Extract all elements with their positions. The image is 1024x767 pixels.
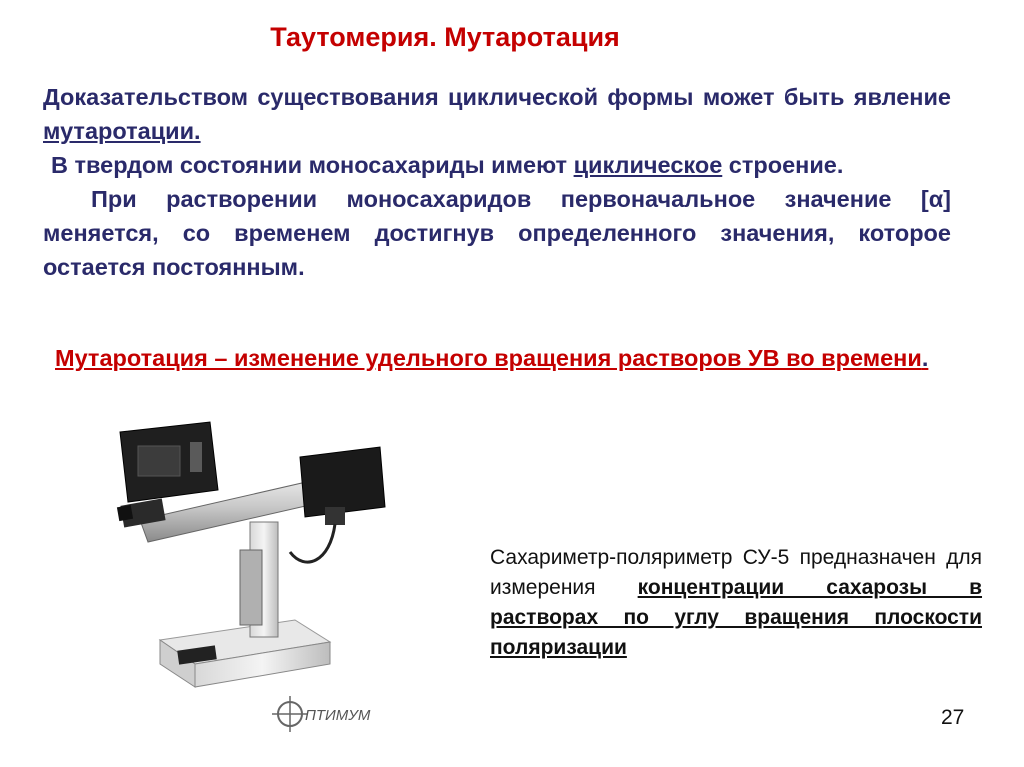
- caption-bold-text: концентрации сахарозы в растворах по углу вращения плоскости поляризации: [490, 576, 983, 659]
- paragraph-3: При растворении моносахаридов первоначальное значение [α] меняется, со временем достигнув определенного значения, которое остается постоянным.: [43, 186, 951, 280]
- paragraph-2: [43, 148, 951, 182]
- svg-text:ПТИМУМ: ПТИМУМ: [305, 707, 371, 724]
- paragraph-1-text: Доказательством существования циклической формы может быть явление: [43, 84, 951, 110]
- paragraph-2-tail: строение.: [722, 152, 844, 178]
- caption-text: Сахариметр-поляриметр СУ-5 предназначен для измерения: [490, 546, 982, 599]
- saccharimeter-image: [100, 402, 430, 732]
- device-caption: [490, 543, 982, 663]
- definition: [55, 342, 945, 374]
- cyclic-underlined: циклическое: [573, 152, 723, 178]
- paragraph-2-text: В твердом состоянии моносахариды имеют: [51, 152, 574, 178]
- paragraph-1: [43, 80, 951, 148]
- definition-text: Мутаротация – изменение удельного вращения растворов УВ во времени: [55, 345, 922, 371]
- page-number: 27: [941, 706, 965, 729]
- optimum-logo: [272, 696, 371, 732]
- slide-title: Таутомерия. Мутаротация: [270, 22, 620, 52]
- definition-end: .: [921, 345, 929, 371]
- body-text: [43, 80, 951, 284]
- mutarotation-underlined: мутаротации.: [43, 118, 201, 144]
